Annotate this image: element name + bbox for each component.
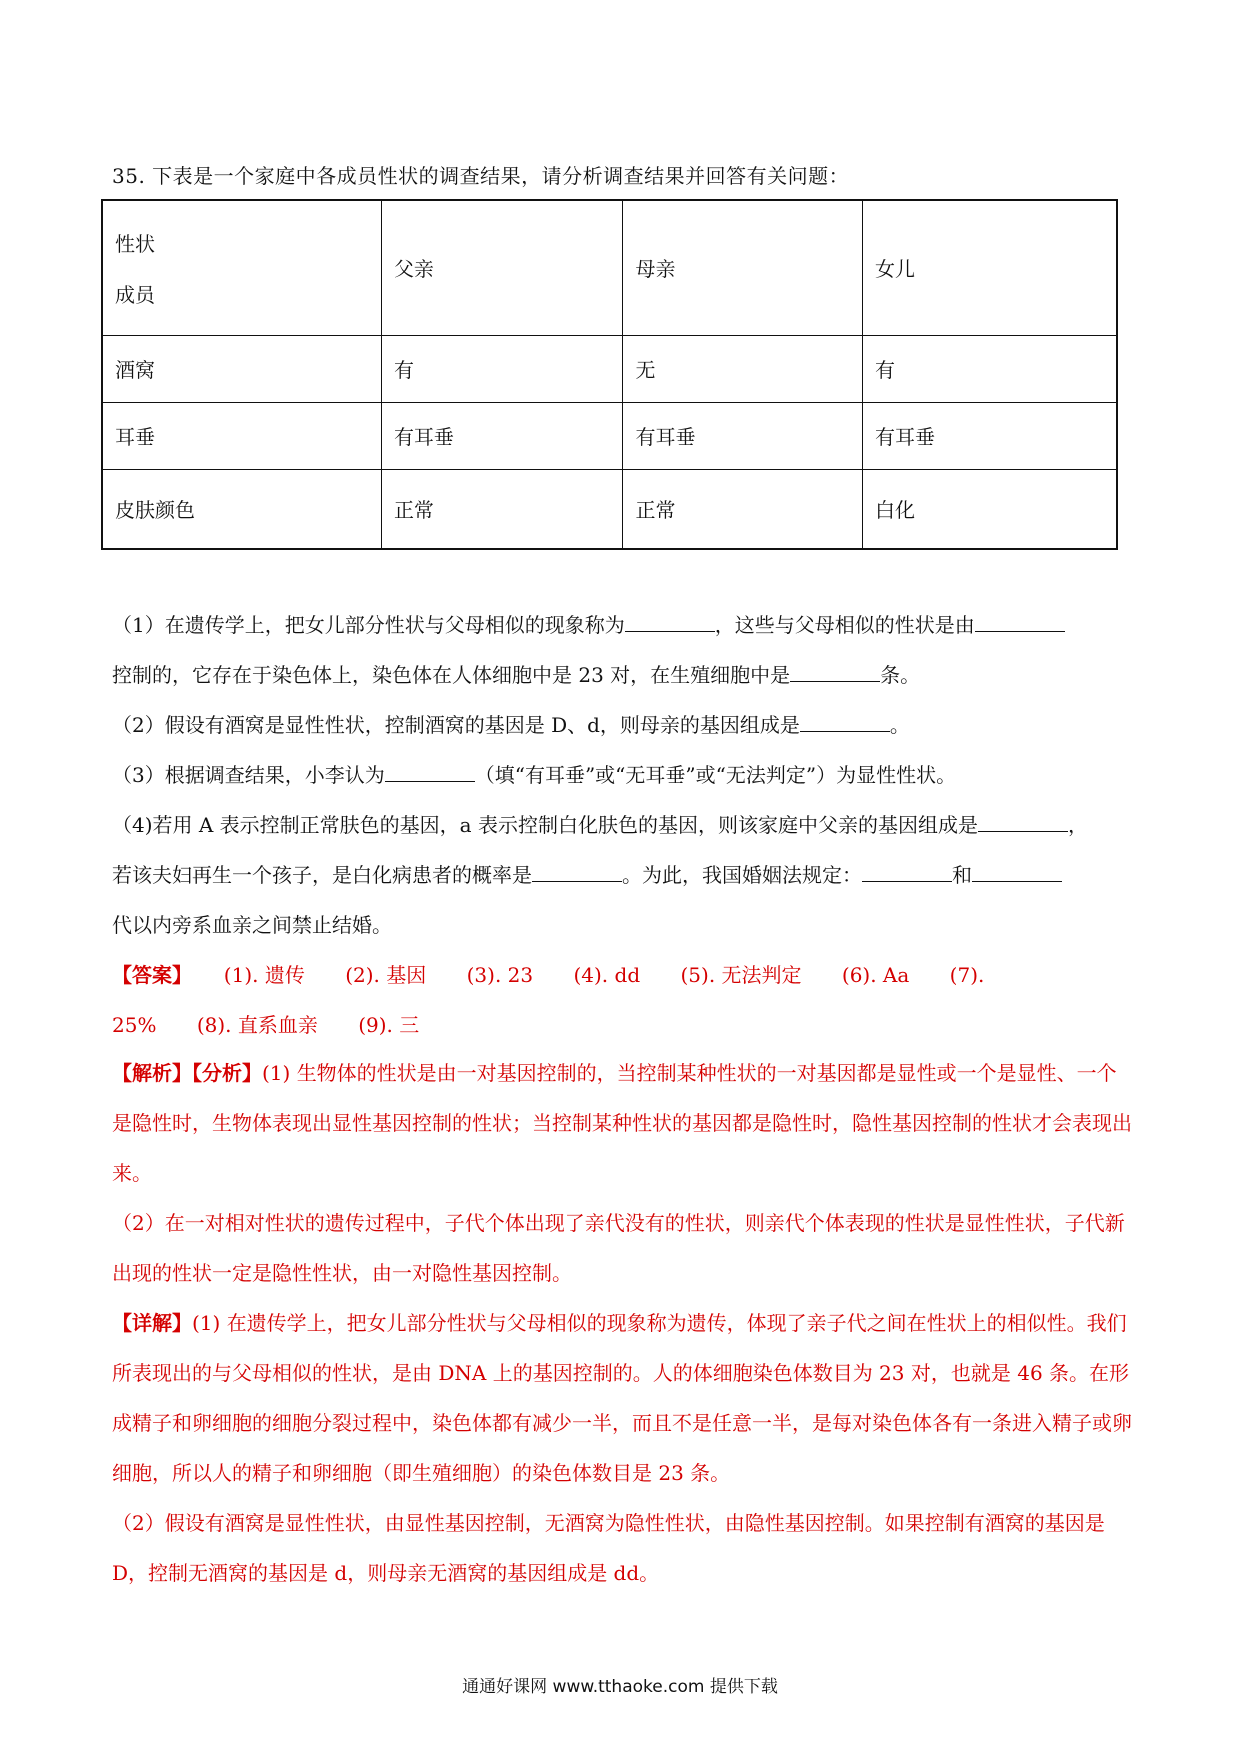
analysis-paragraph-1 <box>112 1048 1132 1198</box>
analysis-section <box>112 1048 1132 1598</box>
answer-blank[interactable] <box>790 659 880 682</box>
subquestion-1-cont <box>112 650 1132 700</box>
q4-text: 若该夫妇再生一个孩子，是白化病患者的概率是 <box>112 863 532 887</box>
table-cell: 无 <box>623 335 863 402</box>
column-header-mother: 母亲 <box>623 200 863 335</box>
analysis-paragraph-2: （2）在一对相对性状的遗传过程中，子代个体出现了亲代没有的性状，则亲代个体表现的性状是显性性状，子代新出现的性状一定是隐性性状，由一对隐性基因控制。 <box>112 1211 1125 1285</box>
answer-section <box>112 950 1132 1050</box>
header-trait-label: 性状 <box>115 231 155 256</box>
answer-item: (6). Aa <box>841 963 910 987</box>
column-header-daughter: 女儿 <box>862 200 1117 335</box>
table-cell: 有耳垂 <box>623 402 863 469</box>
detail-paragraph-2: （2）假设有酒窝是显性性状，由显性基因控制，无酒窝为隐性性状，由隐性基因控制。如果控制有酒窝的基因是 D，控制无酒窝的基因是 d，则母亲无酒窝的基因组成是 dd。 <box>112 1511 1105 1585</box>
detail-paragraph-1 <box>112 1298 1132 1498</box>
subquestion-1 <box>112 600 1132 650</box>
answer-item: (1). 遗传 <box>223 963 305 987</box>
answer-blank[interactable] <box>800 709 890 732</box>
answer-line-1 <box>112 950 1132 1000</box>
header-member-label: 成员 <box>115 282 155 307</box>
answer-item: (5). 无法判定 <box>680 963 802 987</box>
table-cell: 有 <box>862 335 1117 402</box>
q1-text: （1）在遗传学上，把女儿部分性状与父母相似的现象称为 <box>112 613 625 637</box>
subquestions <box>112 600 1132 950</box>
table-row <box>102 469 1117 549</box>
answer-blank[interactable] <box>625 609 715 632</box>
table-corner-cell <box>102 200 381 335</box>
answer-item: (8). 直系血亲 <box>196 1013 318 1037</box>
answer-item: 25% <box>112 1013 157 1037</box>
answer-line-2 <box>112 1000 1132 1050</box>
survey-table <box>101 199 1118 550</box>
table-cell: 有 <box>381 335 623 402</box>
q4-text: ， <box>1067 813 1088 837</box>
answer-item: (2). 基因 <box>345 963 427 987</box>
table-cell: 有耳垂 <box>862 402 1117 469</box>
row-label: 酒窝 <box>102 335 381 402</box>
page-footer: 通通好课网 www.tthaoke.com 提供下载 <box>462 1677 778 1697</box>
answer-item: (7). <box>949 963 985 987</box>
answer-blank[interactable] <box>532 859 622 882</box>
subquestion-4-cont <box>112 850 1132 900</box>
answer-blank[interactable] <box>385 759 475 782</box>
answer-blank[interactable] <box>862 859 952 882</box>
answer-item: (3). 23 <box>466 963 534 987</box>
table-cell: 白化 <box>862 469 1117 549</box>
q3-text: （填“有耳垂”或“无耳垂”或“无法判定”）为显性性状。 <box>474 763 957 787</box>
subquestion-4 <box>112 800 1132 850</box>
answer-item: (9). 三 <box>358 1013 420 1037</box>
q4-text: 。为此，我国婚姻法规定： <box>622 863 862 887</box>
subquestion-2 <box>112 700 1132 750</box>
q1-text: 控制的，它存在于染色体上，染色体在人体细胞中是 23 对，在生殖细胞中是 <box>112 663 791 687</box>
q4-text: 和 <box>952 863 972 887</box>
row-label: 皮肤颜色 <box>102 469 381 549</box>
subquestion-3 <box>112 750 1132 800</box>
table-row <box>102 335 1117 402</box>
q3-text: （3）根据调查结果，小李认为 <box>112 763 385 787</box>
table-row <box>102 402 1117 469</box>
row-label: 耳垂 <box>102 402 381 469</box>
question-title: 35. 下表是一个家庭中各成员性状的调查结果，请分析调查结果并回答有关问题： <box>112 164 850 188</box>
analysis-label: 【解析】【分析】 <box>112 1061 262 1085</box>
answer-label: 【答案】 <box>112 963 192 987</box>
q1-text: 条。 <box>880 663 921 687</box>
table-cell: 正常 <box>381 469 623 549</box>
answer-item: (4). dd <box>573 963 641 987</box>
column-header-father: 父亲 <box>381 200 623 335</box>
detail-label: 【详解】 <box>112 1311 192 1335</box>
q1-text: ，这些与父母相似的性状是由 <box>714 613 975 637</box>
answer-blank[interactable] <box>978 809 1068 832</box>
table-cell: 正常 <box>623 469 863 549</box>
subquestion-4-end: 代以内旁系血亲之间禁止结婚。 <box>112 913 392 937</box>
answer-blank[interactable] <box>972 859 1062 882</box>
q2-text: 。 <box>889 713 910 737</box>
answer-blank[interactable] <box>975 609 1065 632</box>
table-cell: 有耳垂 <box>381 402 623 469</box>
table-header-row <box>102 200 1117 335</box>
analysis-text: (1) 生物体的性状是由一对基因控制的，当控制某种性状的一对基因都是显性或一个是显性、一个是隐性时，生物体表现出显性基因控制的性状；当控制某种性状的基因都是隐性时，隐性基因控制的性状才会表现出来。 <box>112 1061 1132 1185</box>
q4-text: （4)若用 A 表示控制正常肤色的基因，a 表示控制白化肤色的基因，则该家庭中父亲的基因组成是 <box>112 813 978 837</box>
q2-text: （2）假设有酒窝是显性性状，控制酒窝的基因是 D、d，则母亲的基因组成是 <box>112 713 800 737</box>
detail-text: (1) 在遗传学上，把女儿部分性状与父母相似的现象称为遗传，体现了亲子代之间在性状上的相似性。我们所表现出的与父母相似的性状，是由 DNA 上的基因控制的。人的体细胞染色体数目为 23 对，也就是 46 条。在形成精子和卵细胞的细胞分裂过程中，染色体都有减少一半，而且不是任意一半，是每对染色体各有一条进入精子或卵细胞，所以人的精子和卵细胞（即生殖细胞）的染色体数目是 23 条。 <box>112 1311 1132 1485</box>
